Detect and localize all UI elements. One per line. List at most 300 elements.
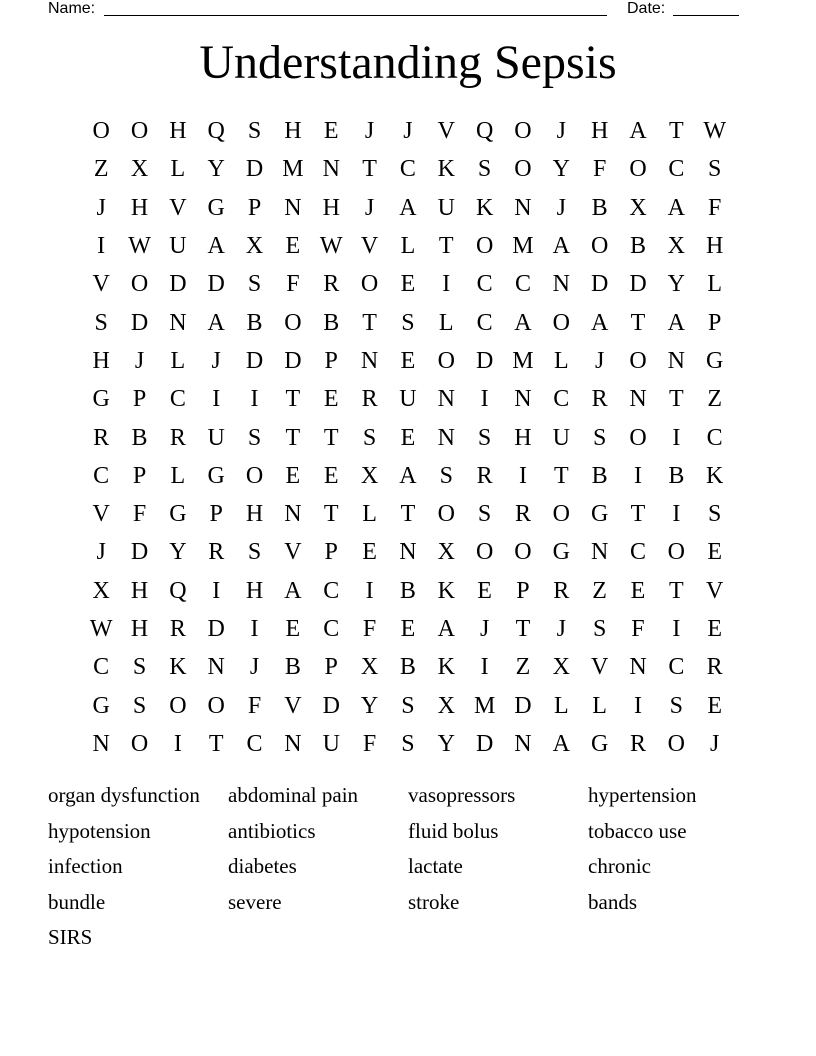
grid-letter[interactable]: J	[364, 194, 375, 221]
grid-letter[interactable]: F	[132, 501, 147, 528]
grid-letter[interactable]: F	[247, 692, 262, 719]
grid-letter[interactable]: J	[249, 654, 260, 681]
grid-letter[interactable]: C	[323, 616, 340, 642]
grid-letter[interactable]: M	[282, 156, 304, 183]
grid-letter[interactable]: B	[399, 577, 416, 604]
grid-letter[interactable]: L	[553, 692, 569, 719]
grid-letter[interactable]: C	[514, 271, 531, 298]
grid-letter[interactable]: V	[706, 577, 724, 604]
grid-letter[interactable]: S	[477, 156, 492, 183]
grid-letter[interactable]: T	[668, 577, 684, 604]
grid-letter[interactable]: M	[473, 692, 496, 719]
grid-letter[interactable]: G	[590, 501, 609, 528]
grid-letter[interactable]: S	[362, 424, 377, 451]
grid-letter[interactable]: B	[399, 654, 416, 681]
grid-letter[interactable]: J	[134, 347, 145, 374]
grid-letter[interactable]: V	[284, 539, 302, 566]
grid-letter[interactable]: C	[706, 424, 723, 451]
grid-row	[82, 342, 734, 380]
grid-letter[interactable]: N	[629, 654, 647, 681]
grid-letter[interactable]: I	[250, 616, 259, 642]
grid-letter[interactable]: R	[169, 424, 186, 451]
grid-letter[interactable]: O	[360, 271, 379, 298]
grid-letter[interactable]: E	[707, 616, 722, 642]
grid-letter[interactable]: I	[672, 501, 681, 528]
grid-letter[interactable]: E	[323, 118, 339, 145]
grid-letter[interactable]: S	[669, 692, 683, 719]
grid-letter[interactable]: H	[92, 347, 110, 374]
grid-letter[interactable]: C	[668, 654, 685, 681]
grid-letter[interactable]: S	[247, 118, 262, 145]
grid-letter[interactable]: K	[475, 194, 494, 221]
date-blank-line[interactable]	[673, 15, 739, 16]
grid-letter[interactable]: B	[591, 194, 608, 221]
grid-letter[interactable]: G	[92, 692, 110, 719]
grid-letter[interactable]: X	[629, 194, 647, 221]
grid-letter[interactable]: I	[672, 616, 681, 642]
grid-letter[interactable]: O	[629, 424, 647, 451]
grid-letter[interactable]: R	[591, 386, 608, 413]
grid-letter[interactable]: G	[590, 730, 609, 757]
grid-letter[interactable]: T	[208, 730, 224, 757]
grid-letter[interactable]: A	[552, 730, 570, 757]
grid-letter[interactable]: J	[211, 347, 221, 374]
grid-letter[interactable]: S	[592, 616, 607, 642]
grid-letter[interactable]: B	[284, 654, 301, 681]
grid-row	[82, 189, 734, 227]
grid-letter[interactable]: A	[590, 309, 609, 336]
grid-letter[interactable]: I	[212, 386, 221, 413]
grid-letter[interactable]: P	[209, 501, 223, 528]
grid-letter[interactable]: J	[96, 194, 106, 221]
grid-letter[interactable]: L	[170, 347, 186, 374]
grid-letter[interactable]: Q	[169, 577, 187, 604]
grid-letter[interactable]: D	[245, 156, 264, 183]
grid-letter[interactable]: Y	[437, 730, 455, 757]
grid-letter[interactable]: S	[401, 730, 415, 757]
grid-letter[interactable]: V	[169, 194, 187, 221]
grid-letter[interactable]: T	[438, 233, 454, 260]
grid-letter[interactable]: O	[437, 347, 455, 374]
grid-letter[interactable]: D	[475, 730, 494, 757]
grid-letter[interactable]: O	[590, 233, 609, 260]
grid-letter[interactable]: T	[668, 386, 684, 413]
grid-letter[interactable]: D	[590, 271, 609, 298]
grid-letter[interactable]: H	[284, 118, 302, 145]
grid-letter[interactable]: H	[706, 233, 724, 260]
grid-letter[interactable]: P	[247, 194, 262, 221]
grid-letter[interactable]: T	[362, 156, 377, 183]
grid-letter[interactable]: F	[707, 194, 722, 221]
grid-letter[interactable]: K	[169, 654, 187, 681]
grid-letter[interactable]: R	[93, 424, 110, 451]
grid-letter[interactable]: X	[437, 692, 455, 719]
grid-letter[interactable]: E	[362, 539, 377, 566]
grid-letter[interactable]: D	[284, 347, 302, 374]
grid-letter[interactable]: K	[437, 156, 455, 183]
grid-letter[interactable]: O	[475, 539, 494, 566]
grid-letter[interactable]: M	[512, 347, 534, 374]
grid-letter[interactable]: I	[212, 577, 221, 604]
grid-letter[interactable]: X	[360, 462, 379, 489]
grid-letter[interactable]: B	[668, 462, 685, 489]
grid-letter[interactable]: N	[667, 347, 685, 374]
grid-letter[interactable]: V	[284, 692, 302, 719]
grid-letter[interactable]: A	[552, 233, 570, 260]
grid-letter[interactable]: O	[92, 118, 110, 145]
grid-letter[interactable]: H	[130, 194, 149, 221]
grid-letter[interactable]: D	[169, 271, 187, 298]
grid-letter[interactable]: N	[169, 309, 187, 336]
grid-letter[interactable]: Q	[475, 118, 494, 145]
grid-letter[interactable]: X	[437, 539, 455, 566]
grid-letter[interactable]: I	[173, 730, 182, 757]
grid-letter[interactable]: N	[207, 654, 225, 681]
grid-letter[interactable]: B	[131, 424, 148, 451]
grid-letter[interactable]: S	[707, 501, 722, 528]
grid-letter[interactable]: K	[437, 577, 455, 604]
grid-letter[interactable]: A	[207, 309, 225, 336]
grid-letter[interactable]: Q	[207, 118, 225, 145]
grid-letter[interactable]: C	[169, 386, 186, 413]
grid-letter[interactable]: C	[93, 654, 110, 681]
grid-letter[interactable]: A	[207, 233, 225, 260]
grid-letter[interactable]: C	[323, 577, 340, 604]
grid-letter[interactable]: O	[514, 156, 532, 183]
grid-letter[interactable]: F	[631, 616, 645, 642]
grid-letter[interactable]: C	[668, 156, 685, 183]
grid-letter[interactable]: O	[284, 309, 302, 336]
grid-letter[interactable]: G	[207, 462, 225, 489]
grid-letter[interactable]: U	[552, 424, 570, 451]
grid-letter[interactable]: B	[323, 309, 340, 336]
grid-letter[interactable]: J	[556, 194, 566, 221]
grid-letter[interactable]: B	[246, 309, 263, 336]
grid-letter[interactable]: U	[207, 424, 225, 451]
grid-letter[interactable]: O	[130, 271, 149, 298]
grid-letter[interactable]: X	[245, 233, 264, 260]
grid-letter[interactable]: E	[285, 462, 301, 489]
grid-letter[interactable]: D	[514, 692, 532, 719]
grid-letter[interactable]: R	[361, 386, 378, 413]
grid-letter[interactable]: E	[285, 233, 301, 260]
grid-letter[interactable]: L	[170, 156, 186, 183]
grid-letter[interactable]: I	[365, 577, 374, 604]
grid-letter[interactable]: V	[92, 271, 110, 298]
grid-letter[interactable]: R	[476, 462, 493, 489]
grid-letter[interactable]: G	[706, 347, 724, 374]
grid-letter[interactable]: D	[130, 309, 149, 336]
grid-letter[interactable]: T	[285, 424, 301, 451]
grid-letter[interactable]: R	[553, 577, 570, 604]
grid-letter[interactable]: T	[323, 424, 339, 451]
grid-letter[interactable]: I	[633, 692, 642, 719]
grid-letter[interactable]: N	[514, 386, 532, 413]
grid-letter[interactable]: A	[437, 616, 455, 642]
grid-letter[interactable]: O	[667, 730, 685, 757]
grid-letter[interactable]: N	[92, 730, 110, 757]
grid-row	[82, 648, 734, 686]
grid-letter[interactable]: O	[552, 501, 570, 528]
grid-letter[interactable]: P	[132, 386, 147, 413]
grid-letter[interactable]: E	[707, 692, 722, 719]
grid-letter[interactable]: X	[360, 654, 379, 681]
grid-letter[interactable]: U	[399, 386, 417, 413]
grid-letter[interactable]: P	[707, 309, 722, 336]
grid-letter[interactable]: F	[286, 271, 300, 298]
grid-letter[interactable]: H	[130, 577, 149, 604]
grid-letter[interactable]: T	[323, 501, 339, 528]
word-list-item: hypertension	[588, 783, 697, 807]
letter-grid	[82, 112, 734, 763]
grid-letter[interactable]: O	[667, 539, 685, 566]
grid-letter[interactable]: Y	[207, 156, 225, 183]
grid-letter[interactable]: L	[553, 347, 569, 374]
grid-letter[interactable]: O	[245, 462, 264, 489]
grid-letter[interactable]: U	[169, 233, 187, 260]
grid-letter[interactable]: O	[207, 692, 225, 719]
grid-letter[interactable]: A	[667, 194, 685, 221]
name-blank-line[interactable]	[104, 15, 607, 16]
grid-letter[interactable]: R	[323, 271, 340, 298]
grid-letter[interactable]: I	[442, 271, 451, 298]
grid-letter[interactable]: V	[590, 654, 609, 681]
grid-letter[interactable]: V	[92, 501, 110, 528]
grid-letter[interactable]: H	[322, 194, 340, 221]
grid-letter[interactable]: L	[592, 692, 607, 719]
grid-letter[interactable]: H	[169, 118, 187, 145]
grid-letter[interactable]: O	[475, 233, 494, 260]
grid-letter[interactable]: F	[362, 730, 377, 757]
grid-letter[interactable]: N	[514, 194, 532, 221]
grid-letter[interactable]: N	[437, 386, 455, 413]
grid-letter[interactable]: D	[245, 347, 264, 374]
grid-letter[interactable]: L	[362, 501, 377, 528]
grid-letter[interactable]: R	[629, 730, 646, 757]
grid-letter[interactable]: N	[629, 386, 647, 413]
grid-letter[interactable]: F	[362, 616, 377, 642]
grid-letter[interactable]: N	[284, 730, 302, 757]
grid-letter[interactable]: S	[439, 462, 453, 489]
grid-letter[interactable]: E	[400, 424, 416, 451]
grid-letter[interactable]: A	[399, 194, 417, 221]
grid-letter[interactable]: S	[401, 692, 415, 719]
grid-letter[interactable]: S	[132, 692, 147, 719]
grid-letter[interactable]: O	[629, 347, 647, 374]
grid-letter[interactable]: N	[284, 501, 302, 528]
grid-letter[interactable]: T	[362, 309, 377, 336]
grid-letter[interactable]: W	[89, 616, 113, 642]
grid-letter[interactable]: S	[247, 271, 262, 298]
grid-letter[interactable]: O	[130, 118, 149, 145]
grid-letter[interactable]: S	[401, 309, 415, 336]
grid-letter[interactable]: S	[132, 654, 147, 681]
grid-letter[interactable]: S	[477, 501, 492, 528]
grid-letter[interactable]: K	[706, 462, 724, 489]
grid-letter[interactable]: O	[169, 692, 187, 719]
grid-letter[interactable]: X	[92, 577, 110, 604]
grid-letter[interactable]: A	[399, 462, 417, 489]
grid-letter[interactable]: J	[403, 118, 413, 145]
grid-letter[interactable]: R	[514, 501, 531, 528]
grid-letter[interactable]: M	[512, 233, 534, 260]
grid-letter[interactable]: R	[706, 654, 723, 681]
grid-letter[interactable]: J	[479, 616, 490, 642]
grid-letter[interactable]: O	[437, 501, 455, 528]
grid-letter[interactable]: Y	[667, 271, 685, 298]
grid-letter[interactable]: P	[324, 347, 338, 374]
grid-letter[interactable]: I	[480, 654, 489, 681]
grid-letter[interactable]: N	[437, 424, 455, 451]
grid-letter[interactable]: T	[515, 616, 531, 642]
grid-letter[interactable]: S	[247, 424, 262, 451]
grid-letter[interactable]: Z	[592, 577, 607, 604]
grid-letter[interactable]: J	[364, 118, 375, 145]
grid-letter[interactable]: N	[552, 271, 570, 298]
grid-letter[interactable]: J	[556, 118, 566, 145]
grid-letter[interactable]: G	[207, 194, 225, 221]
grid-letter[interactable]: E	[477, 577, 492, 604]
grid-letter[interactable]: L	[400, 233, 416, 260]
grid-letter[interactable]: H	[514, 424, 532, 451]
grid-letter[interactable]: Z	[515, 654, 531, 681]
grid-letter[interactable]: E	[323, 462, 339, 489]
grid-letter[interactable]: S	[707, 156, 722, 183]
grid-letter[interactable]: D	[207, 616, 225, 642]
grid-letter[interactable]: T	[400, 501, 416, 528]
grid-letter[interactable]: Z	[707, 386, 722, 413]
grid-letter[interactable]: O	[552, 309, 570, 336]
header-line	[48, 0, 748, 20]
grid-letter[interactable]: V	[360, 233, 379, 260]
grid-letter[interactable]: N	[590, 539, 609, 566]
grid-letter[interactable]: L	[438, 309, 454, 336]
grid-letter[interactable]: G	[169, 501, 187, 528]
grid-letter[interactable]: E	[323, 386, 339, 413]
grid-letter[interactable]: F	[592, 156, 607, 183]
grid-letter[interactable]: L	[707, 271, 722, 298]
grid-letter[interactable]: D	[130, 539, 149, 566]
grid-letter[interactable]: T	[553, 462, 569, 489]
grid-letter[interactable]: B	[629, 233, 646, 260]
grid-letter[interactable]: A	[514, 309, 532, 336]
grid-letter[interactable]: O	[514, 539, 532, 566]
grid-letter[interactable]: P	[324, 539, 338, 566]
grid-letter[interactable]: A	[629, 118, 647, 145]
grid-letter[interactable]: J	[556, 616, 566, 642]
grid-letter[interactable]: C	[476, 271, 493, 298]
grid-letter[interactable]: A	[667, 309, 685, 336]
grid-letter[interactable]: I	[250, 386, 259, 413]
grid-letter[interactable]: D	[207, 271, 225, 298]
grid-letter[interactable]: E	[400, 347, 416, 374]
grid-letter[interactable]: Y	[552, 156, 570, 183]
grid-letter[interactable]: H	[590, 118, 609, 145]
grid-letter[interactable]: P	[132, 462, 147, 489]
grid-letter[interactable]: E	[707, 539, 722, 566]
grid-letter[interactable]: R	[169, 616, 186, 642]
grid-letter[interactable]: T	[630, 501, 646, 528]
grid-letter[interactable]: W	[319, 233, 343, 260]
grid-letter[interactable]: E	[400, 271, 416, 298]
grid-letter[interactable]: X	[552, 654, 570, 681]
grid-letter[interactable]: H	[245, 577, 264, 604]
grid-letter[interactable]: J	[710, 730, 720, 757]
grid-letter[interactable]: H	[130, 616, 149, 642]
grid-letter[interactable]: E	[285, 616, 301, 642]
grid-letter[interactable]: W	[703, 118, 726, 145]
grid-letter[interactable]: U	[437, 194, 455, 221]
grid-letter[interactable]: I	[633, 462, 642, 489]
grid-letter[interactable]: S	[94, 309, 108, 336]
grid-letter[interactable]: L	[170, 462, 186, 489]
grid-letter[interactable]: N	[284, 194, 302, 221]
grid-row	[82, 265, 734, 303]
grid-letter[interactable]: D	[322, 692, 340, 719]
grid-letter[interactable]: S	[477, 424, 492, 451]
grid-letter[interactable]: O	[629, 156, 647, 183]
grid-letter[interactable]: G	[92, 386, 110, 413]
grid-letter[interactable]: H	[245, 501, 264, 528]
grid-letter[interactable]: T	[668, 118, 684, 145]
grid-letter[interactable]: X	[667, 233, 685, 260]
grid-letter[interactable]: N	[322, 156, 340, 183]
grid-letter[interactable]: S	[592, 424, 607, 451]
grid-letter[interactable]: C	[553, 386, 570, 413]
grid-letter[interactable]: T	[285, 386, 301, 413]
grid-letter[interactable]: E	[630, 577, 646, 604]
grid-letter[interactable]: Y	[169, 539, 187, 566]
grid-letter[interactable]: D	[475, 347, 494, 374]
grid-letter[interactable]: C	[246, 730, 263, 757]
grid-letter[interactable]: S	[247, 539, 262, 566]
grid-letter[interactable]: A	[284, 577, 302, 604]
grid-letter[interactable]: I	[518, 462, 527, 489]
grid-letter[interactable]: E	[400, 616, 416, 642]
grid-letter[interactable]: I	[480, 386, 489, 413]
grid-letter[interactable]: K	[437, 654, 455, 681]
grid-letter[interactable]: J	[594, 347, 605, 374]
grid-letter[interactable]: W	[128, 233, 151, 260]
grid-letter[interactable]: C	[476, 309, 493, 336]
grid-letter[interactable]: I	[97, 233, 106, 260]
grid-letter[interactable]: U	[322, 730, 340, 757]
grid-letter[interactable]: V	[437, 118, 455, 145]
grid-letter[interactable]: N	[360, 347, 379, 374]
grid-letter[interactable]: C	[93, 462, 110, 489]
grid-letter[interactable]: O	[514, 118, 532, 145]
grid-letter[interactable]: T	[630, 309, 646, 336]
grid-letter[interactable]: D	[629, 271, 647, 298]
grid-letter[interactable]: J	[96, 539, 106, 566]
grid-letter[interactable]: O	[130, 730, 149, 757]
grid-letter[interactable]: P	[324, 654, 338, 681]
grid-letter[interactable]: I	[672, 424, 681, 451]
grid-letter[interactable]: R	[208, 539, 225, 566]
grid-letter[interactable]: C	[399, 156, 416, 183]
grid-letter[interactable]: X	[130, 156, 149, 183]
grid-letter[interactable]: P	[516, 577, 530, 604]
grid-letter[interactable]: Y	[360, 692, 379, 719]
grid-letter[interactable]: G	[552, 539, 570, 566]
grid-letter[interactable]: C	[629, 539, 646, 566]
word-list-item: antibiotics	[228, 818, 316, 843]
grid-row	[82, 457, 734, 495]
grid-letter[interactable]: B	[591, 462, 608, 489]
grid-letter[interactable]: N	[399, 539, 417, 566]
grid-letter[interactable]: N	[514, 730, 532, 757]
grid-letter[interactable]: Z	[93, 156, 109, 183]
